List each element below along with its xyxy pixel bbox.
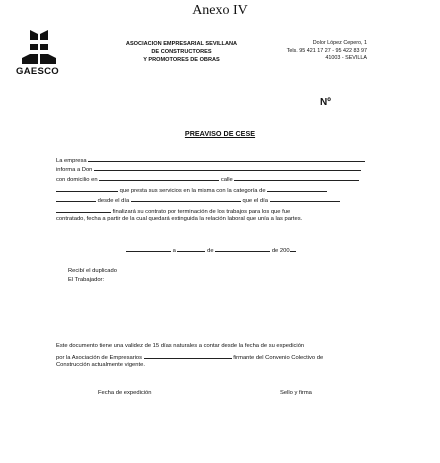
fecha-fin-blank[interactable]	[270, 195, 340, 202]
validity-line-2: por la Asociación de Empresarios firmante del Convenio Colectivo de	[56, 352, 323, 361]
line-informa: informa a Don	[56, 164, 361, 173]
date-line: a de de 200	[126, 245, 296, 254]
organization-name: ASOCIACION EMPRESARIAL SEVILLANA DE CONSTRUCTORES Y PROMOTORES DE OBRAS	[125, 41, 238, 63]
line-contratado: contratado, fecha a partir de la cual quedará extinguida la relación laboral que unía a las partes.	[56, 216, 303, 222]
logo-wordmark: GAESCO	[16, 66, 59, 77]
form-title: PREAVISO DE CESE	[184, 129, 256, 138]
dia-blank[interactable]	[177, 245, 205, 252]
numero-blank[interactable]	[56, 185, 118, 192]
sello-firma-label: Sello y firma	[280, 390, 312, 396]
lugar-blank[interactable]	[126, 245, 171, 252]
categoria-blank[interactable]	[267, 185, 327, 192]
line-empresa: La empresa	[56, 155, 365, 164]
anio-blank[interactable]	[290, 245, 296, 252]
line-fechas: desde el día que el día	[56, 195, 340, 204]
line-finalizara: finalizará su contrato por terminación de los trabajos para los que fue	[56, 206, 290, 215]
receipt-line-2: El Trabajador:	[68, 277, 105, 283]
validity-line-1: Este documento tiene una validez de 15 días naturales a contar desde la fecha de su expedición	[56, 343, 305, 349]
number-mark: Nº	[320, 97, 331, 108]
fecha-fin-cont-blank[interactable]	[56, 206, 111, 213]
calle-blank[interactable]	[234, 174, 359, 181]
empresa-blank[interactable]	[88, 155, 365, 162]
fecha-desde-blank[interactable]	[131, 195, 241, 202]
mes-blank[interactable]	[215, 245, 270, 252]
annex-title: Anexo IV	[192, 3, 248, 18]
line-domicilio: con domicilio en calle	[56, 174, 359, 183]
asociacion-blank[interactable]	[144, 352, 232, 359]
receipt-line-1: Recibí el duplicado	[68, 268, 117, 274]
categoria-cont-blank[interactable]	[56, 195, 96, 202]
fecha-expedicion-label: Fecha de expedición	[98, 390, 152, 396]
line-categoria: que presta sus servicios en la misma con la categoría de	[56, 185, 327, 194]
organization-address: Dolor López Cepero, 1 Tels. 95 421 17 27 - 95 422 83 97 41003 - SEVILLA	[286, 40, 367, 61]
domicilio-blank[interactable]	[99, 174, 219, 181]
validity-line-3: Construcción actualmente vigente.	[56, 362, 145, 368]
trabajador-blank[interactable]	[94, 164, 361, 171]
